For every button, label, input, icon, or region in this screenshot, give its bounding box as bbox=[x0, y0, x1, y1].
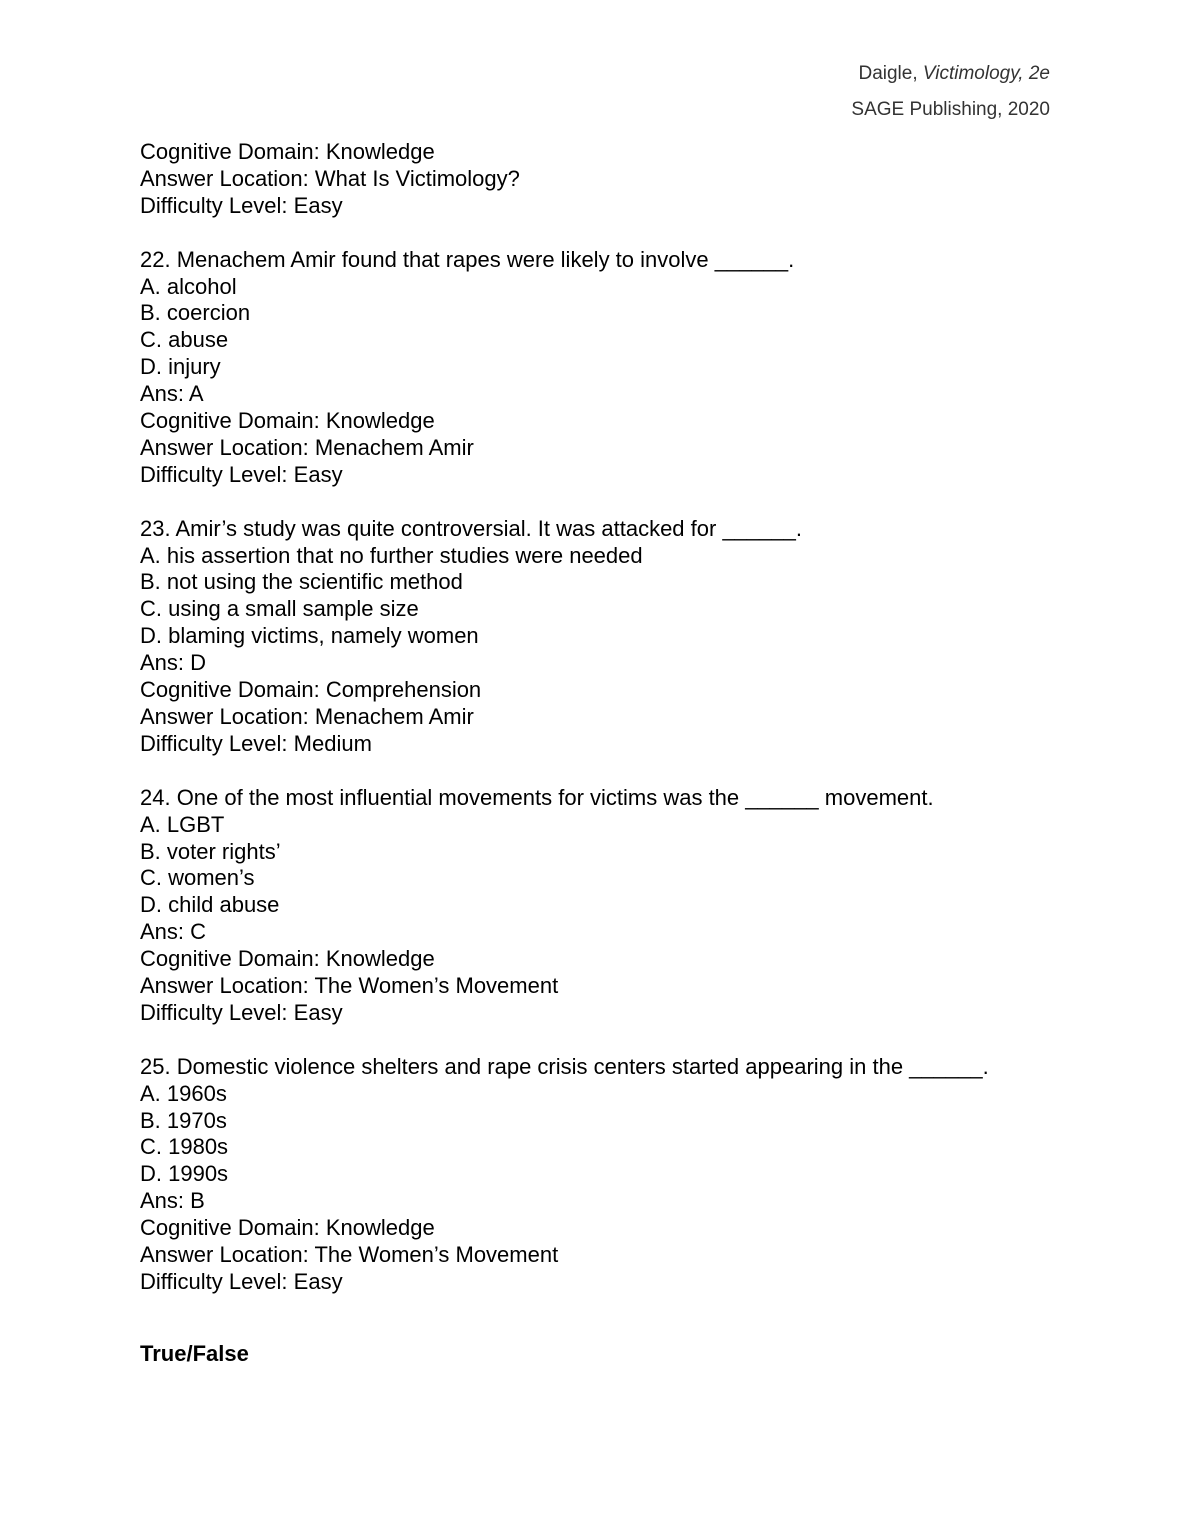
option-c: C. abuse bbox=[140, 327, 229, 353]
question-stem: 23. Amir’s study was quite controversial. It was attacked for ______. bbox=[140, 515, 802, 541]
question-stem: 24. One of the most influential movements for victims was the ______ movement. bbox=[140, 784, 934, 810]
difficulty-level: Difficulty Level: Easy bbox=[140, 999, 343, 1025]
option-d: D. 1990s bbox=[140, 1161, 229, 1187]
cognitive-domain: Cognitive Domain: Knowledge bbox=[140, 408, 435, 434]
option-a: A. 1960s bbox=[140, 1080, 227, 1106]
question-23 bbox=[140, 516, 1070, 758]
question-24 bbox=[140, 785, 1070, 1027]
answer-location: Answer Location: The Women’s Movement bbox=[140, 973, 559, 999]
option-a: A. alcohol bbox=[140, 273, 237, 299]
option-b: B. 1970s bbox=[140, 1107, 227, 1133]
option-c: C. women’s bbox=[140, 865, 255, 891]
difficulty-level: Difficulty Level: Easy bbox=[140, 461, 343, 487]
option-a: A. LGBT bbox=[140, 811, 225, 837]
question-22 bbox=[140, 247, 1070, 489]
header-book-title: Victimology, 2e bbox=[922, 63, 1050, 84]
header-author: Daigle, bbox=[858, 63, 923, 84]
cognitive-domain: Cognitive Domain: Knowledge bbox=[140, 139, 435, 164]
answer-location: Answer Location: What Is Victimology? bbox=[140, 165, 520, 191]
intro-metadata-block bbox=[140, 139, 1070, 220]
answer-location: Answer Location: The Women’s Movement bbox=[140, 1242, 559, 1268]
cognitive-domain: Cognitive Domain: Knowledge bbox=[140, 946, 435, 972]
option-a: A. his assertion that no further studies were needed bbox=[140, 542, 643, 568]
question-content bbox=[140, 139, 1070, 1323]
difficulty-level: Difficulty Level: Medium bbox=[140, 730, 372, 756]
option-b: B. voter rights’ bbox=[140, 838, 281, 864]
header-publisher: SAGE Publishing, 2020 bbox=[851, 99, 1050, 120]
option-c: C. 1980s bbox=[140, 1134, 229, 1160]
difficulty-level: Difficulty Level: Easy bbox=[140, 1269, 343, 1294]
answer-location: Answer Location: Menachem Amir bbox=[140, 434, 474, 460]
answer-key: Ans: A bbox=[140, 381, 204, 407]
option-b: B. coercion bbox=[140, 300, 251, 326]
question-stem: 25. Domestic violence shelters and rape crisis centers started appearing in the ______. bbox=[140, 1053, 989, 1079]
cognitive-domain: Cognitive Domain: Comprehension bbox=[140, 677, 482, 703]
answer-location: Answer Location: Menachem Amir bbox=[140, 704, 474, 729]
answer-key: Ans: B bbox=[140, 1188, 205, 1214]
answer-key: Ans: C bbox=[140, 919, 207, 945]
cognitive-domain: Cognitive Domain: Knowledge bbox=[140, 1215, 435, 1241]
option-b: B. not using the scientific method bbox=[140, 569, 463, 595]
question-25 bbox=[140, 1054, 1070, 1296]
option-d: D. injury bbox=[140, 354, 221, 380]
header-author-line bbox=[851, 56, 1050, 92]
question-stem: 22. Menachem Amir found that rapes were likely to involve ______. bbox=[140, 246, 795, 272]
section-heading: True/False bbox=[140, 1341, 249, 1366]
page-header bbox=[851, 56, 1050, 128]
option-d: D. child abuse bbox=[140, 892, 280, 918]
option-c: C. using a small sample size bbox=[140, 596, 419, 622]
option-d: D. blaming victims, namely women bbox=[140, 623, 479, 649]
answer-key: Ans: D bbox=[140, 650, 207, 676]
difficulty-level: Difficulty Level: Easy bbox=[140, 192, 343, 218]
